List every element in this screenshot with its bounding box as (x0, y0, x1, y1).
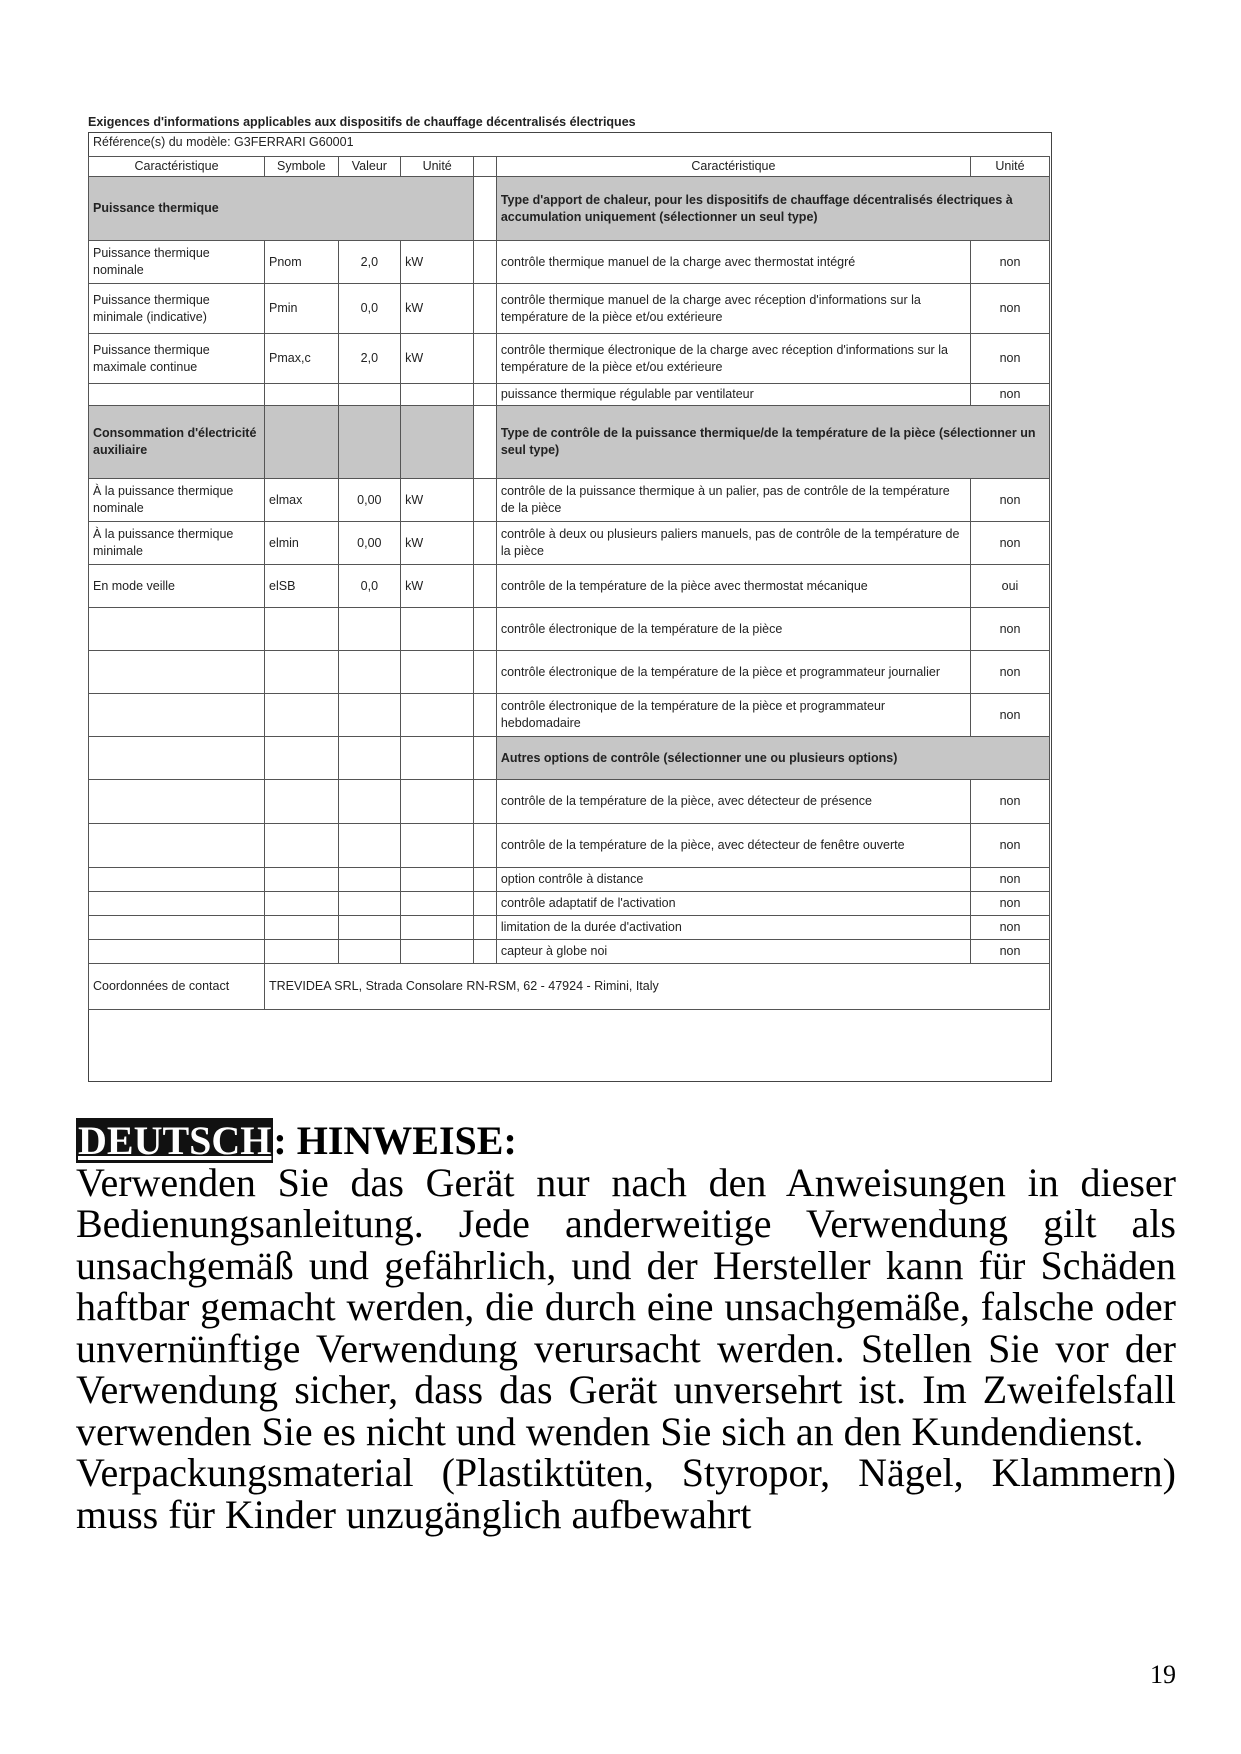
option-label: contrôle à deux ou plusieurs paliers manuels, pas de contrôle de la température de la pièce (496, 522, 970, 565)
section-empty (338, 406, 401, 479)
section-right-title: Type d'apport de chaleur, pour les dispositifs de chauffage décentralisés électriques à accumulation uniquement (sélectionner un seul type) (496, 177, 1049, 241)
row-unit: kW (401, 522, 474, 565)
row-label: À la puissance thermique nominale (89, 479, 265, 522)
option-answer: non (971, 868, 1050, 892)
row-value: 2,0 (338, 241, 401, 284)
option-answer: non (971, 241, 1050, 284)
row-unit (401, 737, 474, 780)
row-value (338, 694, 401, 737)
model-reference: Référence(s) du modèle: G3FERRARI G60001 (93, 135, 354, 149)
option-label: contrôle de la puissance thermique à un palier, pas de contrôle de la température de la pièce (496, 479, 970, 522)
option-label: limitation de la durée d'activation (496, 916, 970, 940)
row-unit: kW (401, 479, 474, 522)
row-value (338, 892, 401, 916)
row-unit (401, 384, 474, 406)
other-options-row (89, 824, 1050, 868)
col-header-unite-right: Unité (971, 157, 1050, 177)
row-value (338, 868, 401, 892)
row-label (89, 940, 265, 964)
row-value (338, 384, 401, 406)
row-symbol: elmin (265, 522, 339, 565)
row-label: En mode veille (89, 565, 265, 608)
row-unit (401, 651, 474, 694)
option-answer: non (971, 916, 1050, 940)
row-symbol (265, 694, 339, 737)
ecodesign-info-sheet (88, 112, 1052, 993)
spacer-cell (474, 940, 497, 964)
row-unit (401, 916, 474, 940)
spacer-cell (474, 780, 497, 824)
row-label: À la puissance thermique minimale (89, 522, 265, 565)
heat-output-row (89, 384, 1050, 406)
spacer-cell (474, 694, 497, 737)
col-header-symbole: Symbole (265, 157, 339, 177)
row-unit (401, 608, 474, 651)
row-symbol: elSB (265, 565, 339, 608)
section-empty (265, 406, 339, 479)
section-right-title: Autres options de contrôle (sélectionner une ou plusieurs options) (496, 737, 1049, 780)
option-answer: non (971, 479, 1050, 522)
option-label: capteur à globe noi (496, 940, 970, 964)
contact-label: Coordonnées de contact (89, 964, 265, 1010)
german-heading (76, 1120, 1176, 1162)
row-label (89, 384, 265, 406)
option-label: contrôle de la température de la pièce, avec détecteur de présence (496, 780, 970, 824)
spacer-cell (474, 334, 497, 384)
other-options-row (89, 892, 1050, 916)
option-label: contrôle électronique de la température de la pièce et programmateur hebdomadaire (496, 694, 970, 737)
row-value: 2,0 (338, 334, 401, 384)
sheet-frame (88, 132, 1052, 1082)
aux-consumption-row (89, 651, 1050, 694)
row-unit (401, 694, 474, 737)
aux-consumption-row (89, 522, 1050, 565)
section-autres-options (89, 737, 1050, 780)
row-symbol: Pnom (265, 241, 339, 284)
option-answer: non (971, 284, 1050, 334)
section-right-title: Type de contrôle de la puissance thermique/de la température de la pièce (sélectionner un seul type) (496, 406, 1049, 479)
row-value (338, 780, 401, 824)
german-notes (76, 1120, 1176, 1535)
row-value: 0,0 (338, 565, 401, 608)
spacer-cell (474, 241, 497, 284)
section-left-title: Consommation d'électricité auxiliaire (89, 406, 265, 479)
aux-consumption-row (89, 479, 1050, 522)
option-answer: non (971, 522, 1050, 565)
section-empty (401, 406, 474, 479)
row-unit: kW (401, 241, 474, 284)
option-label: contrôle électronique de la température de la pièce et programmateur journalier (496, 651, 970, 694)
row-label (89, 824, 265, 868)
info-table (88, 156, 1050, 1010)
spacer-cell (474, 892, 497, 916)
spacer-cell (474, 177, 497, 241)
notes-paragraph-2: Verpackungsmaterial (Plastiktüten, Styropor, Nägel, Klammern) muss für Kinder unzugänglich aufbewahrt (76, 1450, 1176, 1537)
row-unit: kW (401, 565, 474, 608)
row-symbol: Pmin (265, 284, 339, 334)
contact-value: TREVIDEA SRL, Strada Consolare RN-RSM, 62 - 47924 - Rimini, Italy (265, 964, 1050, 1010)
row-value (338, 737, 401, 780)
heat-output-row (89, 334, 1050, 384)
section-consommation (89, 406, 1050, 479)
option-label: puissance thermique régulable par ventilateur (496, 384, 970, 406)
option-answer: non (971, 824, 1050, 868)
spacer-cell (474, 737, 497, 780)
header-row (89, 157, 1050, 177)
spacer-cell (474, 824, 497, 868)
row-value: 0,00 (338, 479, 401, 522)
option-label: contrôle thermique manuel de la charge avec réception d'informations sur la température de la pièce et/ou extérieure (496, 284, 970, 334)
row-symbol (265, 940, 339, 964)
row-value (338, 940, 401, 964)
option-answer: non (971, 334, 1050, 384)
row-unit (401, 868, 474, 892)
spacer-cell (474, 651, 497, 694)
other-options-row (89, 940, 1050, 964)
option-label: contrôle de la température de la pièce, avec détecteur de fenêtre ouverte (496, 824, 970, 868)
heat-output-row (89, 241, 1050, 284)
language-tag: DEUTSCH (78, 1118, 272, 1163)
row-label (89, 780, 265, 824)
spacer-cell (474, 916, 497, 940)
row-unit (401, 780, 474, 824)
row-unit: kW (401, 334, 474, 384)
row-label (89, 608, 265, 651)
spacer-cell (474, 157, 497, 177)
option-label: option contrôle à distance (496, 868, 970, 892)
row-value (338, 608, 401, 651)
row-symbol (265, 737, 339, 780)
spacer-cell (474, 608, 497, 651)
option-answer: non (971, 780, 1050, 824)
option-answer: non (971, 940, 1050, 964)
spacer-cell (474, 406, 497, 479)
heat-output-row (89, 284, 1050, 334)
other-options-row (89, 780, 1050, 824)
section-puissance-thermique (89, 177, 1050, 241)
row-value (338, 916, 401, 940)
row-symbol (265, 608, 339, 651)
section-left-title: Puissance thermique (89, 177, 474, 241)
row-label (89, 651, 265, 694)
spacer-cell (474, 868, 497, 892)
row-unit (401, 824, 474, 868)
row-symbol (265, 384, 339, 406)
row-value (338, 651, 401, 694)
row-value (338, 824, 401, 868)
spacer-cell (474, 384, 497, 406)
row-label: Puissance thermique nominale (89, 241, 265, 284)
notes-paragraph-1: Verwenden Sie das Gerät nur nach den Anweisungen in dieser Bedienungsanleitung. Jede anderweitige Verwendung gilt als unsachgemäß und gefährlich, und der Hersteller kann für Schäden haftbar gemacht werden, die durch eine unsachgemäße, falsche oder unvernünftige Verwendung verursacht werden. Stellen Sie vor der Verwendung sicher, dass das Gerät unversehrt ist. Im Zweifelsfall verwenden Sie es nicht und wenden Sie sich an den Kundendienst. (76, 1159, 1176, 1454)
col-header-unite: Unité (401, 157, 474, 177)
row-unit (401, 940, 474, 964)
option-label: contrôle de la température de la pièce avec thermostat mécanique (496, 565, 970, 608)
contact-row (89, 964, 1050, 1010)
aux-consumption-row (89, 694, 1050, 737)
aux-consumption-row (89, 565, 1050, 608)
option-answer: non (971, 608, 1050, 651)
option-label: contrôle thermique électronique de la charge avec réception d'informations sur la température de la pièce et/ou extérieure (496, 334, 970, 384)
row-symbol (265, 892, 339, 916)
col-header-caracteristique: Caractéristique (89, 157, 265, 177)
spacer-cell (474, 565, 497, 608)
row-label (89, 892, 265, 916)
other-options-row (89, 868, 1050, 892)
row-label (89, 868, 265, 892)
col-header-valeur: Valeur (338, 157, 401, 177)
row-label: Puissance thermique maximale continue (89, 334, 265, 384)
option-label: contrôle adaptatif de l'activation (496, 892, 970, 916)
row-symbol (265, 824, 339, 868)
row-value: 0,00 (338, 522, 401, 565)
option-label: contrôle électronique de la température de la pièce (496, 608, 970, 651)
row-unit: kW (401, 284, 474, 334)
page-number: 19 (1150, 1660, 1176, 1689)
option-answer: non (971, 892, 1050, 916)
option-answer: oui (971, 565, 1050, 608)
col-header-caracteristique-right: Caractéristique (496, 157, 970, 177)
option-answer: non (971, 384, 1050, 406)
option-answer: non (971, 694, 1050, 737)
row-label: Puissance thermique minimale (indicative) (89, 284, 265, 334)
row-label (89, 694, 265, 737)
heading-text: : HINWEISE: (273, 1118, 517, 1163)
spacer-cell (474, 522, 497, 565)
option-answer: non (971, 651, 1050, 694)
spacer-cell (474, 284, 497, 334)
row-symbol (265, 780, 339, 824)
row-label (89, 916, 265, 940)
option-label: contrôle thermique manuel de la charge avec thermostat intégré (496, 241, 970, 284)
row-symbol: elmax (265, 479, 339, 522)
sheet-title: Exigences d'informations applicables aux dispositifs de chauffage décentralisés électriques (88, 115, 636, 129)
row-symbol (265, 916, 339, 940)
row-unit (401, 892, 474, 916)
row-symbol (265, 651, 339, 694)
row-symbol: Pmax,c (265, 334, 339, 384)
row-label (89, 737, 265, 780)
aux-consumption-row (89, 608, 1050, 651)
row-value: 0,0 (338, 284, 401, 334)
other-options-row (89, 916, 1050, 940)
row-symbol (265, 868, 339, 892)
spacer-cell (474, 479, 497, 522)
